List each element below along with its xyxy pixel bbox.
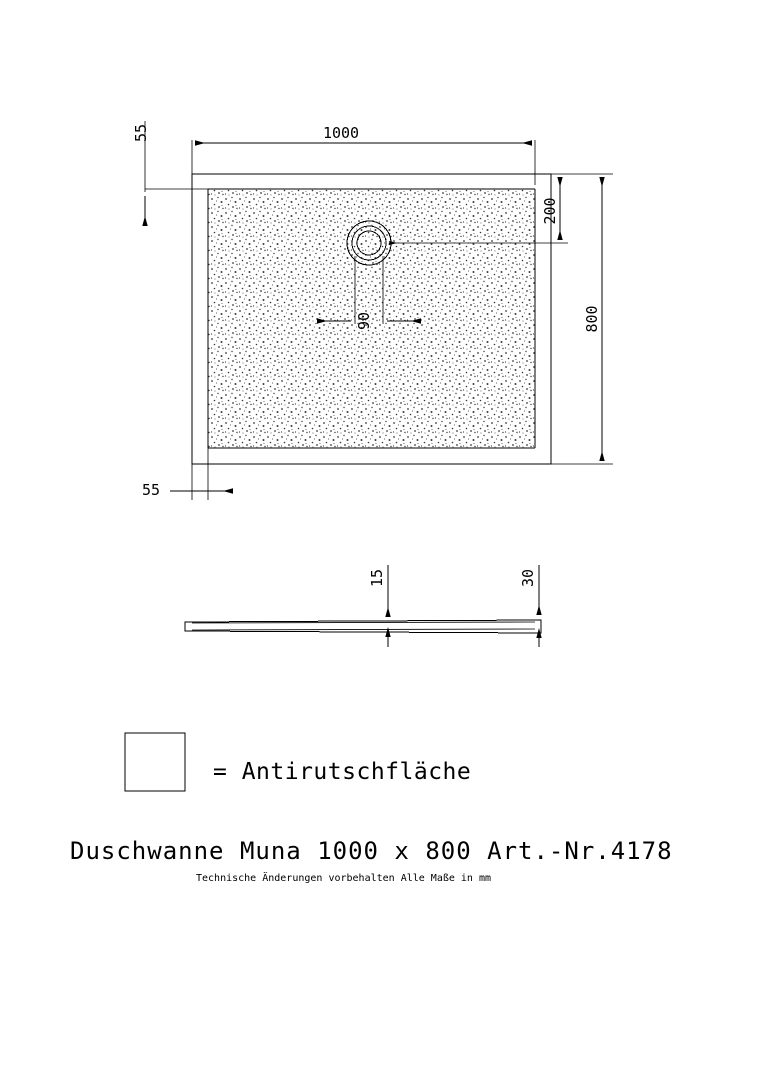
dim-label-55-top: 55 <box>132 123 150 143</box>
dim-label-90: 90 <box>355 311 373 331</box>
drawing-note: Technische Änderungen vorbehalten Alle Maße in mm <box>196 873 492 884</box>
legend <box>125 733 471 791</box>
dim-label-200: 200 <box>541 197 559 225</box>
legend-label: = Antirutschfläche <box>213 759 472 785</box>
section-bottom-line <box>192 629 535 630</box>
dim-label-15: 15 <box>368 568 386 588</box>
title-block <box>70 837 673 884</box>
dim-label-1000: 1000 <box>322 124 360 142</box>
legend-swatch <box>125 733 185 791</box>
dim-label-55-bottom: 55 <box>141 481 161 499</box>
drawing-title: Duschwanne Muna 1000 x 800 Art.-Nr.4178 <box>70 837 673 865</box>
dim-label-30: 30 <box>519 568 537 588</box>
section-view <box>185 565 541 647</box>
dim-label-800: 800 <box>583 305 601 333</box>
